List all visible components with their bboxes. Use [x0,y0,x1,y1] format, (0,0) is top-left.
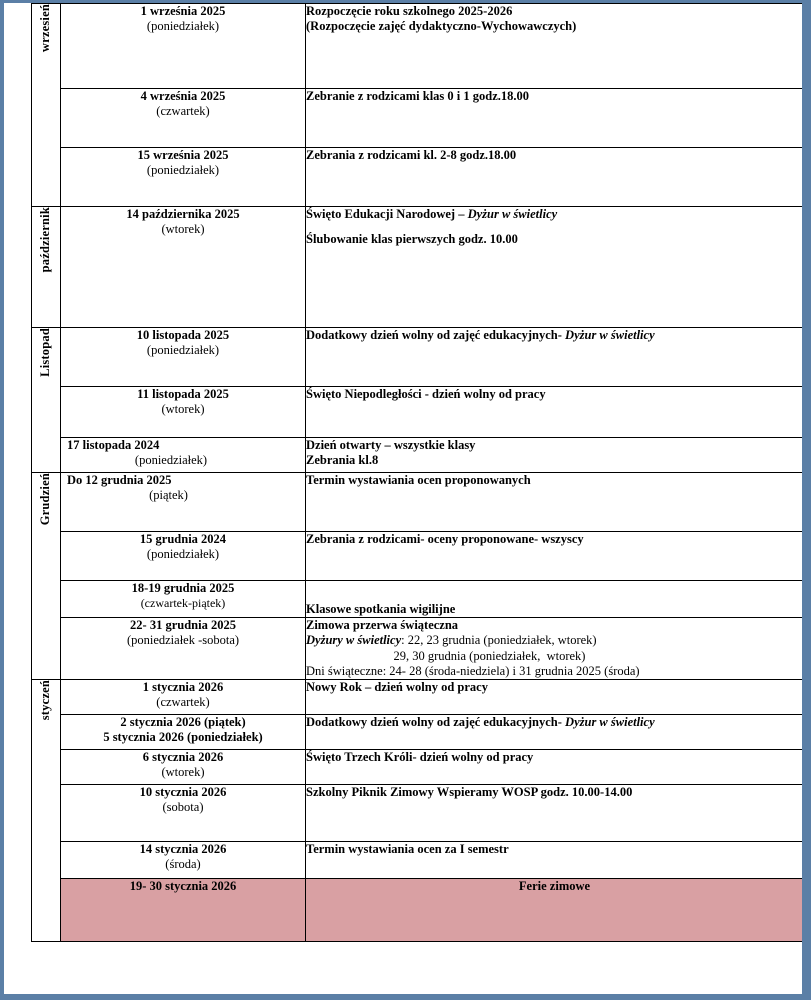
date-main: 2 stycznia 2026 (piątek) [120,715,246,729]
month-cell-styczen [32,680,61,942]
description-cell [306,581,803,618]
date-cell [61,328,306,387]
description-line: Termin wystawiania ocen proponowanych [306,473,531,487]
description-line: Klasowe spotkania wigilijne [306,601,456,616]
page-edge-bottom [0,994,811,1000]
description-line: Zebranie z rodzicami klas 0 i 1 godz.18.00 [306,89,530,103]
date-main: 22- 31 grudnia 2025 [130,618,236,632]
description-line: Dodatkowy dzień wolny od zajęć edukacyjnych- [306,328,566,342]
table-row [32,4,803,89]
month-cell-pazdziernik [32,207,61,328]
date-cell [61,715,306,750]
month-cell-listopad [32,328,61,473]
description-line-tail: godz. 10.00 [458,232,518,247]
description-cell [306,207,803,328]
description-line: Rozpoczęcie roku szkolnego 2025-2026 [306,4,513,18]
date-sub: (poniedziałek) [146,163,220,178]
table-row [32,785,803,842]
description-cell [306,879,803,942]
description-line: Zimowa przerwa świąteczna [306,618,459,632]
date-cell [61,581,306,618]
description-cell [306,842,803,879]
date-cell [61,148,306,207]
description-line: Zebrania z rodzicami kl. 2-8 godz.18.00 [306,148,517,162]
date-cell [61,680,306,715]
date-sub: (poniedziałek) [134,453,208,468]
table-row [32,387,803,438]
description-cell [306,387,803,438]
description-line: Święto Niepodległości - dzień wolny od pracy [306,387,546,401]
month-label: styczeń [38,680,53,721]
page-edge-right [802,0,811,1000]
description-cell [306,750,803,785]
description-cell [306,618,803,680]
date-main: 11 listopada 2025 [137,387,229,401]
description-cell [306,680,803,715]
date-main: 15 września 2025 [137,148,229,162]
date-cell [61,4,306,89]
description-line-emphasis: Dyżur w świetlicy [565,715,655,729]
month-label: październik [38,207,53,273]
description-cell [306,4,803,89]
table-row [32,581,803,618]
description-line-emphasis: Dyżury w świetlicy [306,633,402,648]
description-cell [306,328,803,387]
month-cell-wrzesien [32,4,61,207]
table-row [32,207,803,328]
date-cell [61,438,306,473]
date-sub: (wtorek) [161,402,205,417]
description-line: Nowy Rok – dzień wolny od pracy [306,680,488,694]
description-line: Dni świąteczne: 24- 28 (środa-niedziela) i 31 grudnia 2025 (środa) [306,663,640,678]
table-row [32,89,803,148]
table-row [32,328,803,387]
date-cell [61,473,306,532]
description-cell [306,532,803,581]
date-sub: (piątek) [149,488,188,503]
spacer [306,222,802,232]
date-sub: (środa) [165,857,201,872]
description-line: (Rozpoczęcie zajęć dydaktyczno-Wychowawczych) [306,19,577,34]
description-line: Szkolny Piknik Zimowy Wspieramy WOSP godz. 10.00-14.00 [306,785,633,799]
school-year-calendar-table [31,3,802,942]
date-sub: (wtorek) [161,765,205,780]
description-cell [306,438,803,473]
date-sub: (poniedziałek) [146,547,220,562]
date-main: 15 grudnia 2024 [139,532,227,546]
description-cell [306,785,803,842]
description-line: Zebrania z rodzicami- oceny proponowane- wszyscy [306,532,584,546]
table-row [32,618,803,680]
date-sub: (poniedziałek) [146,343,220,358]
description-line: Zebrania kl.8 [306,453,379,468]
description-cell [306,148,803,207]
date-main: 17 listopada 2024 [67,438,160,452]
table-row [32,750,803,785]
date-main: 19- 30 stycznia 2026 [129,879,237,893]
month-label: Listopad [38,328,53,377]
calendar-sheet [4,3,802,994]
table-row [32,680,803,715]
date-cell [61,387,306,438]
date-main: 18-19 grudnia 2025 [131,581,235,595]
table-row [32,715,803,750]
date-cell [61,842,306,879]
date-cell [61,89,306,148]
date-sub: (wtorek) [161,222,205,237]
table-row [32,842,803,879]
description-line-tail: : 22, 23 grudnia (poniedziałek, wtorek) [401,633,597,648]
date-main: Do 12 grudnia 2025 [67,473,172,487]
date-sub: (czwartek-piątek) [140,596,226,611]
description-line-emphasis: Dyżur w świetlicy [467,207,558,221]
description-line-emphasis: Dyżur w świetlicy [565,328,655,342]
date-main: 1 stycznia 2026 [142,680,224,694]
description-line: Święto Trzech Króli- dzień wolny od pracy [306,750,534,764]
table-row-ferie [32,879,803,942]
description-line: Święto Edukacji Narodowej – [306,207,468,221]
date-sub: 5 stycznia 2026 (poniedziałek) [103,730,263,745]
date-main: 14 stycznia 2026 [139,842,227,856]
description-line: Dzień otwarty – wszystkie klasy [306,438,476,452]
table-row [32,148,803,207]
month-cell-grudzien [32,473,61,680]
date-sub: (sobota) [162,800,204,815]
description-line: Dodatkowy dzień wolny od zajęć edukacyjnych- [306,715,566,729]
date-cell [61,879,306,942]
description-cell [306,473,803,532]
date-cell [61,785,306,842]
description-line: Ślubowanie klas pierwszych [306,232,459,247]
date-main: 10 listopada 2025 [136,328,230,342]
date-main: 4 września 2025 [140,89,226,103]
description-cell [306,715,803,750]
month-label: wrzesień [38,4,53,53]
date-sub: (poniedziałek -sobota) [126,633,240,648]
date-main: 14 października 2025 [126,207,240,221]
date-main: 6 stycznia 2026 [142,750,224,764]
month-label: Grudzień [38,473,53,526]
date-sub: (poniedziałek) [146,19,220,34]
table-row [32,438,803,473]
description-cell [306,89,803,148]
description-line: Ferie zimowe [518,879,591,893]
description-line: Termin wystawiania ocen za I semestr [306,842,509,856]
date-sub: (czwartek) [156,695,210,710]
date-cell [61,750,306,785]
date-sub: (czwartek) [156,104,210,119]
table-row [32,473,803,532]
date-cell [61,207,306,328]
date-main: 10 stycznia 2026 [139,785,227,799]
date-main: 1 września 2025 [140,4,226,18]
date-cell [61,618,306,680]
description-line: 29, 30 grudnia (poniedziałek, wtorek) [306,648,586,663]
date-cell [61,532,306,581]
table-row [32,532,803,581]
